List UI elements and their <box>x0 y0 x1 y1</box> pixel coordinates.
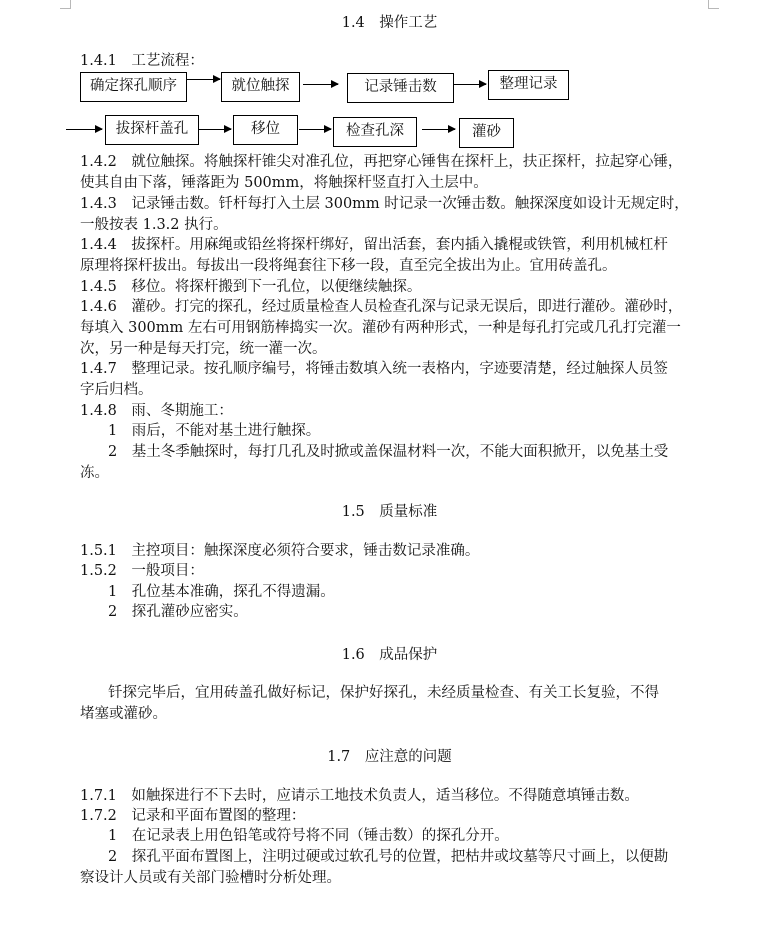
flow-step-5: 拔探杆盖孔 <box>105 115 199 145</box>
paragraph-line: 2 探孔平面布置图上，注明过硬或过软孔号的位置，把枯井或坟墓等尺寸画上，以便勘 <box>108 849 669 865</box>
paragraph-line: 1 孔位基本准确，探孔不得遗漏。 <box>108 584 335 600</box>
flow-step-4: 整理记录 <box>488 70 569 100</box>
paragraph-line: 1.5.1 主控项目：触探深度必须符合要求，锤击数记录准确。 <box>80 543 480 559</box>
paragraph-line: 1 雨后，不能对基土进行触探。 <box>108 423 321 439</box>
paragraph-line: 1.4.4 拔探杆。用麻绳或铅丝将探杆绑好，留出活套，套内插入撬棍或铁管，利用机械杠杆 <box>80 237 668 253</box>
paragraph-line: 1.4.6 灌砂。打完的探孔，经过质量检查人员检查孔深与记录无误后，即进行灌砂。灌砂时， <box>80 299 683 315</box>
paragraph-line: 1.4.2 就位触探。将触探杆锥尖对准孔位，再把穿心锤售在探杆上，扶正探杆，拉起穿心锤， <box>80 154 683 170</box>
paragraph-line: 1 在记录表上用色铅笔或符号将不同（锤击数）的探孔分开。 <box>108 828 509 844</box>
flow-step-3: 记录锤击数 <box>347 73 454 103</box>
flow-step-7: 检查孔深 <box>333 117 417 147</box>
paragraph-line: 1.4.3 记录锤击数。钎杆每打入土层 300mm 时记录一次锤击数。触探深度如设计无规定时， <box>80 196 689 212</box>
paragraph-line: 1.5.2 一般项目： <box>80 563 204 579</box>
paragraph-line: 1.7.1 如触探进行不下去时，应请示工地技术负责人，适当移位。不得随意填锤击数。 <box>80 788 639 804</box>
paragraph-line: 察设计人员或有关部门验槽时分析处理。 <box>80 870 341 886</box>
paragraph-line: 堵塞或灌砂。 <box>80 706 167 722</box>
flow-step-2: 就位触探 <box>221 72 300 102</box>
flow-arrow <box>66 129 102 130</box>
flow-arrow <box>199 129 231 130</box>
flow-step-1: 确定探孔顺序 <box>80 72 187 102</box>
page-corner-mark-right <box>708 0 719 9</box>
paragraph-line: 字后归档。 <box>80 382 153 398</box>
paragraph-line: 2 基土冬季触探时，每打几孔及时掀或盖保温材料一次，不能大面积掀开，以免基土受 <box>108 444 669 460</box>
paragraph-line: 1.4.8 雨、冬期施工： <box>80 403 233 419</box>
section-heading-1-7: 1.7 应注意的问题 <box>327 749 452 765</box>
flow-arrow <box>422 129 455 130</box>
paragraph-line: 冻。 <box>80 465 109 481</box>
flow-arrow <box>303 84 338 85</box>
paragraph-line: 次，另一种是每天打完，统一灌一次。 <box>80 341 327 357</box>
flow-step-8: 灌砂 <box>459 118 514 148</box>
paragraph-line: 一般按表 1.3.2 执行。 <box>80 217 228 233</box>
paragraph-line: 使其自由下落，锤落距为 500mm，将触探杆竖直打入土层中。 <box>80 175 488 191</box>
flow-arrow <box>299 129 331 130</box>
page-corner-mark-left <box>60 0 71 9</box>
paragraph-line: 1.7.2 记录和平面布置图的整理： <box>80 808 306 824</box>
section-heading-1-4: 1.4 操作工艺 <box>341 15 438 31</box>
flow-step-6: 移位 <box>233 115 298 145</box>
paragraph-line: 原理将探杆拔出。每拔出一段将绳套往下移一段，直至完全拔出为止。宜用砖盖孔。 <box>80 258 617 274</box>
paragraph-line: 每填入 300mm 左右可用钢筋棒捣实一次。灌砂有两种形式，一种是每孔打完或几孔打完灌一 <box>80 320 681 336</box>
paragraph-line: 1.4.5 移位。将探杆搬到下一孔位，以便继续触探。 <box>80 279 422 295</box>
paragraph-line: 2 探孔灌砂应密实。 <box>108 604 248 620</box>
paragraph-line: 钎探完毕后，宜用砖盖孔做好标记，保护好探孔，未经质量检查、有关工长复验，不得 <box>108 685 659 701</box>
section-heading-1-5: 1.5 质量标准 <box>341 504 438 520</box>
flow-label: 1.4.1 工艺流程： <box>80 53 204 69</box>
flow-arrow <box>187 79 220 80</box>
flow-arrow <box>454 84 486 85</box>
paragraph-line: 1.4.7 整理记录。按孔顺序编号，将锤击数填入统一表格内，字迹要清楚，经过触探人员签 <box>80 361 668 377</box>
section-heading-1-6: 1.6 成品保护 <box>341 647 438 663</box>
